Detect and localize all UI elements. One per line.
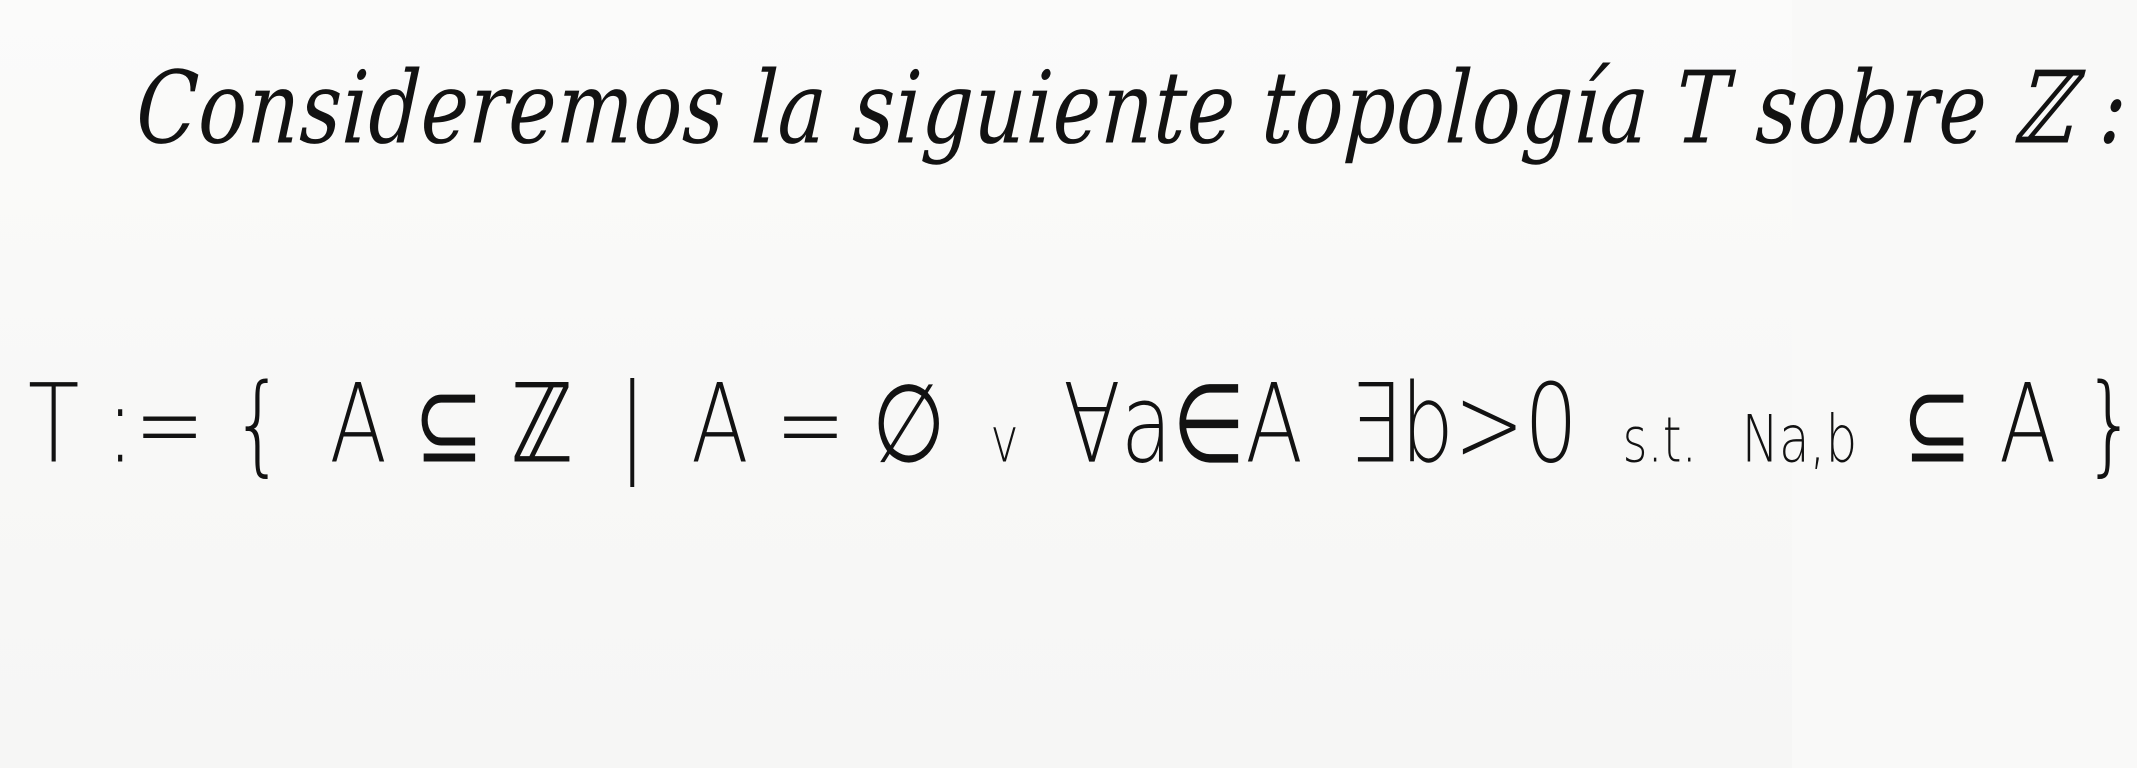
separator-bar: | bbox=[618, 360, 647, 488]
exists-clause: ∃b>0 bbox=[1347, 360, 1578, 488]
empty-case: A = ∅ bbox=[691, 360, 946, 488]
forall-clause: ∀a∈A bbox=[1063, 360, 1303, 488]
or-symbol: v bbox=[990, 404, 1019, 477]
such-that: s.t. bbox=[1622, 404, 1697, 477]
contained-in-a: ⊆ A bbox=[1901, 360, 2057, 488]
topology-definition bbox=[28, 360, 2137, 487]
close-brace: } bbox=[2083, 360, 2137, 488]
intro-sentence: Consideremos la siguiente topología T sobre ℤ : bbox=[133, 50, 2132, 167]
definition-head: T := { bbox=[28, 360, 285, 488]
subset-clause: A ⊆ ℤ bbox=[329, 360, 574, 488]
neighborhood-set: Na,b bbox=[1741, 401, 1858, 477]
